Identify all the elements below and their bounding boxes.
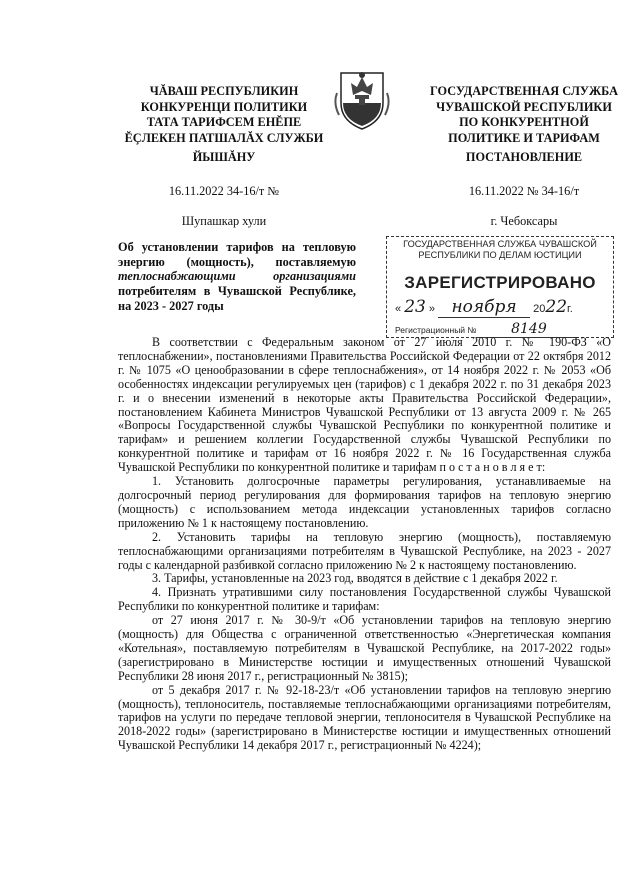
chuvash-emblem-icon [333,63,391,131]
registration-stamp [386,236,614,338]
stamp-month-line [438,297,530,318]
header-left-line: ЧĂВАШ РЕСПУБЛИКИН [149,84,299,98]
stamp-authority-line: ГОСУДАРСТВЕННАЯ СЛУЖБА ЧУВАШСКОЙ [403,239,597,249]
stamp-year-mark: г. [567,303,573,315]
subject-part: потребителям в Чувашской Республике, на 2023 - 2027 годы [118,284,356,313]
stamp-quote-open: « [395,303,402,315]
doc-title-chuvash: ЙЫШĂНУ [192,150,256,164]
body-paragraph: 2. Установить тарифы на тепловую энергию (мощность), поставляемую теплоснабжающими организациями потребителям в Чувашской Республике, на 2023 - 2027 годы с календарной разбивкой согласно приложению № 2 к настоящему постановлению. [118,529,611,572]
header-left-org-name [124,84,324,146]
body-paragraph: В соответствии с Федеральным законом от 27 июля 2010 г. № 190-ФЗ «О теплоснабжении», постановлениями Правительства Российской Федерации от 22 октября 2012 г. № 1075 «О ценообразовании в сфере теплоснабжения», от 14 ноября 2022 г. № 2053 «Об особенностях индексации регулируемых цен (тарифов) с 1 декабря 2022 г. по 31 декабря 2023 г. и о внесении изменений в некоторые акты Правительства Российской Федерации», постановлением Кабинета Министров Чувашской Республики от 13 августа 2009 г. № 265 «Вопросы Государственной службы Чувашской Республики по конкурентной политике и тарифам» и решением коллегии Государственной службы Чувашской Республики по конкурентной политике и тарифам от 16 ноября 2022 г. № 16 Государственная служба Чувашской Республики по конкурентной политике и тарифам п о с т а н о в л я е т: [118,335,611,475]
stamp-quote-close: » [428,303,436,315]
date-number-right: 16.11.2022 № 34-16/т [468,184,580,198]
body-paragraph: от 27 июня 2017 г. № 30-9/т «Об установлении тарифов на тепловую энергию (мощность) для Общества с ограниченной ответственностью «Энергетическая компания «Котельная», поставляемую потребителям в Чувашской Республике, на 2017-2022 годы» (зарегистрировано в Министерстве юстиции и имущественных отношений Чувашской Республики 28 июня 2017 г., регистрационный № 3815); [118,613,611,683]
header-left-line: ĔҪЛЕКЕН ПАТШАЛĂХ СЛУЖБИ [124,130,324,145]
city-chuvash: Шупашкар хули [181,214,267,228]
city-russian: г. Чебоксары [490,214,558,228]
stamp-authority [391,239,609,261]
doc-title-russian: ПОСТАНОВЛЕНИЕ [465,150,583,164]
subject-part: Об установлении тарифов на тепловую энергию (мощность), поставляемую [118,240,356,269]
subject-part: теплоснабжающими организациями [118,269,356,284]
stamp-date [395,297,609,319]
stamp-month: ноября [451,297,517,317]
body-paragraph: 4. Признать утратившими силу постановления Государственной службы Чувашской Республики по конкурентной политике и тарифам: [118,585,611,614]
date-number-left: 16.11.2022 34-16/т № [168,184,280,198]
body-paragraph: 1. Установить долгосрочные параметры регулирования, устанавливаемые на долгосрочный период регулирования для формирования тарифов на тепловую энергию (мощность) с использованием метода индексации установленных тарифов согласно приложению № 1 к настоящему постановлению. [118,474,611,530]
stamp-year-suffix: 22 [545,297,568,317]
header-right-line: ЧУВАШСКОЙ РЕСПУБЛИКИ [436,99,612,114]
stamp-reg-label: Регистрационный № [395,325,477,335]
stamp-reg-number: 8149 [511,321,547,337]
document-body [118,336,611,753]
stamp-year-prefix: 20 [533,303,546,315]
body-paragraph: от 5 декабря 2017 г. № 92-18-23/т «Об установлении тарифов на тепловую энергию (мощность), теплоноситель, поставляемые теплоснабжающими организациями потребителям, тарифов на услуги по передаче тепловой энергии, теплоносителя в Чувашской Республике на 2018-2022 годы» (зарегистрировано в Министерстве юстиции и имущественных отношений Чувашской Республики 14 декабря 2017 г., регистрационный № 4224); [118,682,611,753]
stamp-day: 23 [404,297,426,317]
header-right-line: ПО КОНКУРЕНТНОЙ [459,115,589,129]
header-left-line: КОНКУРЕНЦИ ПОЛИТИКИ [140,99,308,114]
header-right-line: ПОЛИТИКЕ И ТАРИФАМ [448,130,600,145]
document-subject [118,240,356,314]
stamp-registered-label: ЗАРЕГИСТРИРОВАНО [404,273,596,292]
header-left-line: ТАТА ТАРИФСЕМ ЕНĔПЕ [146,115,302,129]
body-paragraph: 3. Тарифы, установленные на 2023 год, вводятся в действие с 1 декабря 2022 г. [152,571,558,586]
header-right-line: ГОСУДАРСТВЕННАЯ СЛУЖБА [430,84,618,98]
header-right-org-name [418,84,630,146]
stamp-authority-line: РЕСПУБЛИКИ ПО ДЕЛАМ ЮСТИЦИИ [418,250,582,260]
